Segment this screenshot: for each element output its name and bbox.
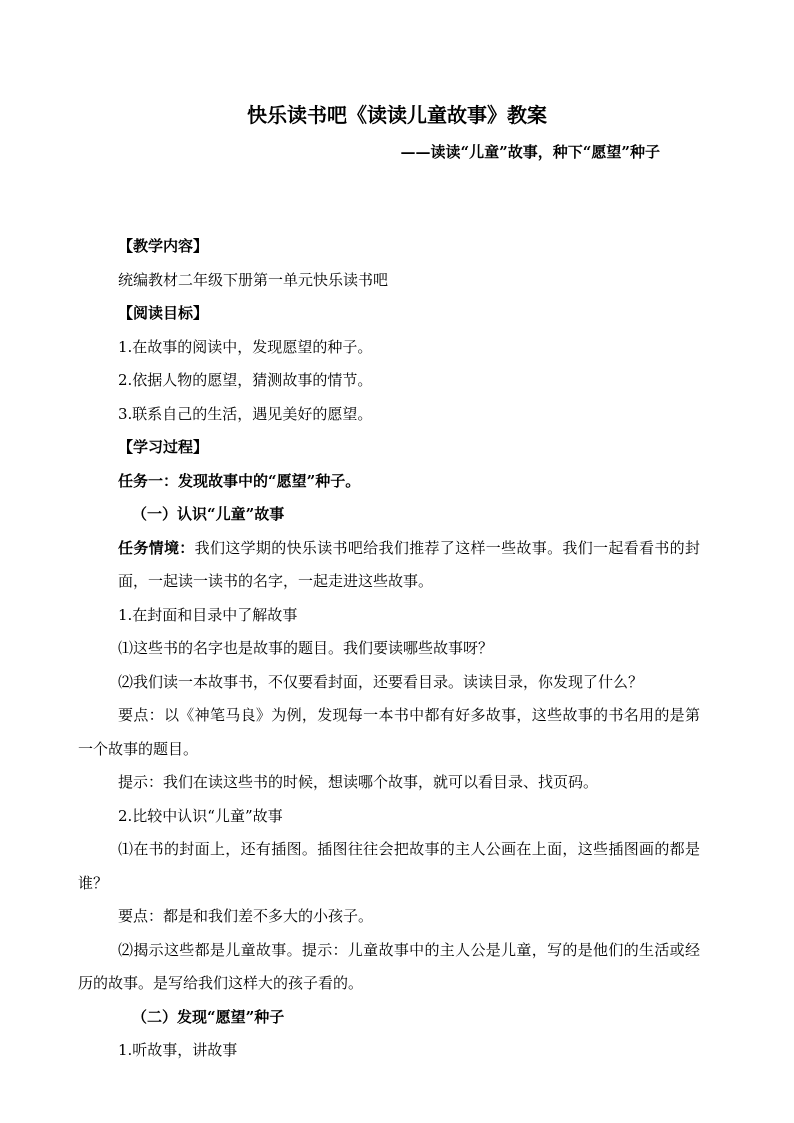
document-body: [78, 230, 700, 1068]
paragraph: ⑴在书的封面上，还有插图。插图往往会把故事的主人公画在上面，这些插图画的都是谁？: [78, 840, 700, 892]
paragraph: ⑵揭示这些都是儿童故事。提示：儿童故事中的主人公是儿童，写的是他们的生活或经历的故事。是写给我们这样大的孩子看的。: [78, 940, 700, 992]
paragraph: 统编教材二年级下册第一单元快乐读书吧: [118, 270, 389, 289]
paragraph-task-situation: [118, 532, 700, 599]
paragraph: 1.听故事，讲故事: [118, 1041, 238, 1059]
paragraph: ⑴这些书的名字也是故事的题目。我们要读哪些故事呀？: [118, 639, 494, 657]
section-heading-process: 【学习过程】: [118, 438, 209, 456]
task-situation-text: 我们这学期的快乐读书吧给我们推荐了这样一些故事。我们一起看看书的封面，一起读一读书的名字，一起走进这些故事。: [118, 538, 700, 590]
goal-item: 1.在故事的阅读中，发现愿望的种子。: [118, 337, 373, 356]
goal-item: 3.联系自己的生活，遇见美好的愿望。: [118, 404, 373, 423]
paragraph: 要点：以《神笔马良》为例，发现每一本书中都有好多故事，这些故事的书名用的是第一个故事的题目。: [78, 706, 700, 758]
document-title: 快乐读书吧《读读儿童故事》教案: [247, 103, 547, 127]
section-heading-goals: 【阅读目标】: [118, 304, 209, 322]
paragraph: 要点：都是和我们差不多大的小孩子。: [118, 907, 374, 925]
paragraph: ⑵我们读一本故事书，不仅要看封面，还要看目录。读读目录，你发现了什么？: [118, 672, 644, 691]
task-situation-label: 任务情境：: [118, 538, 195, 557]
paragraph: 1.在封面和目录中了解故事: [118, 605, 298, 624]
task-heading: 任务一：发现故事中的“愿望”种子。: [118, 471, 361, 490]
paragraph: 提示：我们在读这些书的时候，想读哪个故事，就可以看目录、找页码。: [118, 773, 599, 791]
document-subtitle: ——读读“儿童”故事，种下“愿望”种子: [400, 143, 660, 161]
section-heading-content: 【教学内容】: [118, 237, 209, 255]
subsection-heading: （一）认识“儿童”故事: [132, 505, 285, 523]
subsection-heading: （二）发现“愿望”种子: [132, 1007, 285, 1026]
paragraph: 2.比较中认识“儿童”故事: [118, 806, 283, 825]
goal-item: 2.依据人物的愿望，猜测故事的情节。: [118, 371, 373, 389]
